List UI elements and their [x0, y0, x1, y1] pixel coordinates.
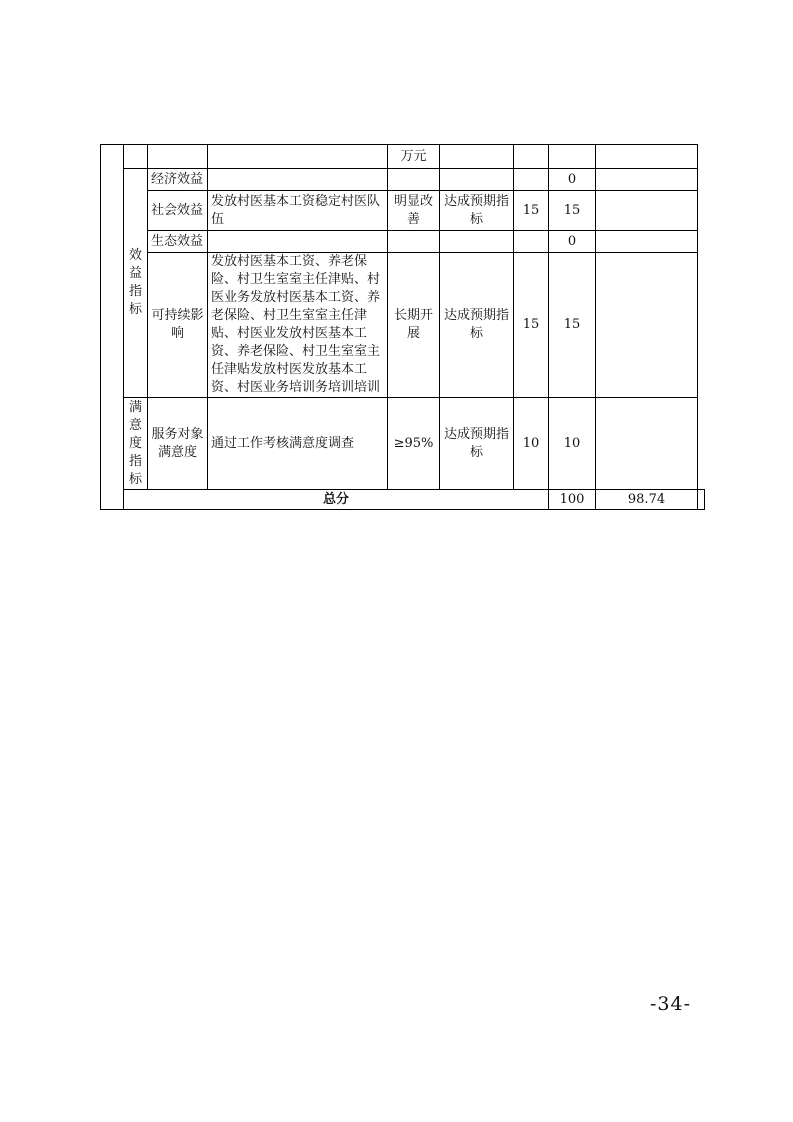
table-row [101, 145, 705, 169]
table-row [101, 169, 705, 191]
score-cell [549, 145, 596, 169]
total-weight: 100 [549, 490, 596, 510]
score-cell: 15 [549, 253, 596, 398]
indicator-cell [208, 231, 388, 253]
actual-cell: 达成预期指标 [440, 398, 514, 490]
actual-cell: 达成预期指标 [440, 191, 514, 231]
weight-cell: 15 [514, 253, 549, 398]
remark-cell [698, 490, 705, 510]
score-cell: 15 [549, 191, 596, 231]
outer-column-cell [101, 145, 124, 510]
unit-cell: 万元 [388, 145, 440, 169]
group-cell [124, 145, 148, 169]
weight-cell: 15 [514, 191, 549, 231]
total-row [101, 490, 705, 510]
weight-cell [514, 231, 549, 253]
subcategory-cell: 经济效益 [148, 169, 208, 191]
score-cell: 0 [549, 169, 596, 191]
remark-cell [596, 145, 698, 169]
weight-cell: 10 [514, 398, 549, 490]
score-cell: 10 [549, 398, 596, 490]
target-cell: 长期开展 [388, 253, 440, 398]
score-cell: 0 [549, 231, 596, 253]
subcategory-cell: 生态效益 [148, 231, 208, 253]
performance-table [100, 144, 705, 510]
actual-cell [440, 231, 514, 253]
target-cell: 明显改善 [388, 191, 440, 231]
remark-cell [596, 231, 698, 253]
indicator-cell: 发放村医基本工资稳定村医队伍 [208, 191, 388, 231]
subcategory-cell: 社会效益 [148, 191, 208, 231]
table-row [101, 191, 705, 231]
indicator-cell: 发放村医基本工资、养老保险、村卫生室室主任津贴、村医业务发放村医基本工资、养老保险、村卫生室室主任津贴、村医业发放村医基本工资、养老保险、村卫生室室主任津贴发放村医发放基本工资、村医业务培训务培训培训 [208, 253, 388, 398]
weight-cell [514, 145, 549, 169]
remark-cell [596, 191, 698, 231]
satisfaction-group-label: 满 意 度 指 标 [124, 398, 148, 490]
subcategory-cell [148, 145, 208, 169]
target-cell [388, 231, 440, 253]
total-score: 98.74 [596, 490, 698, 510]
actual-cell: 达成预期指标 [440, 253, 514, 398]
actual-cell [440, 169, 514, 191]
indicator-cell [208, 145, 388, 169]
remark-cell [596, 169, 698, 191]
subcategory-cell: 服务对象满意度 [148, 398, 208, 490]
target-cell: ≥95% [388, 398, 440, 490]
indicator-cell: 通过工作考核满意度调查 [208, 398, 388, 490]
target-cell [388, 169, 440, 191]
table-row [101, 253, 705, 398]
table-row [101, 231, 705, 253]
indicator-cell [208, 169, 388, 191]
benefit-group-label: 效 益 指 标 [124, 169, 148, 398]
table-row [101, 398, 705, 490]
remark-cell [596, 253, 698, 398]
actual-cell [440, 145, 514, 169]
total-label: 总分 [124, 490, 549, 510]
page-number: -34- [650, 993, 692, 1015]
weight-cell [514, 169, 549, 191]
subcategory-cell: 可持续影响 [148, 253, 208, 398]
remark-cell [596, 398, 698, 490]
